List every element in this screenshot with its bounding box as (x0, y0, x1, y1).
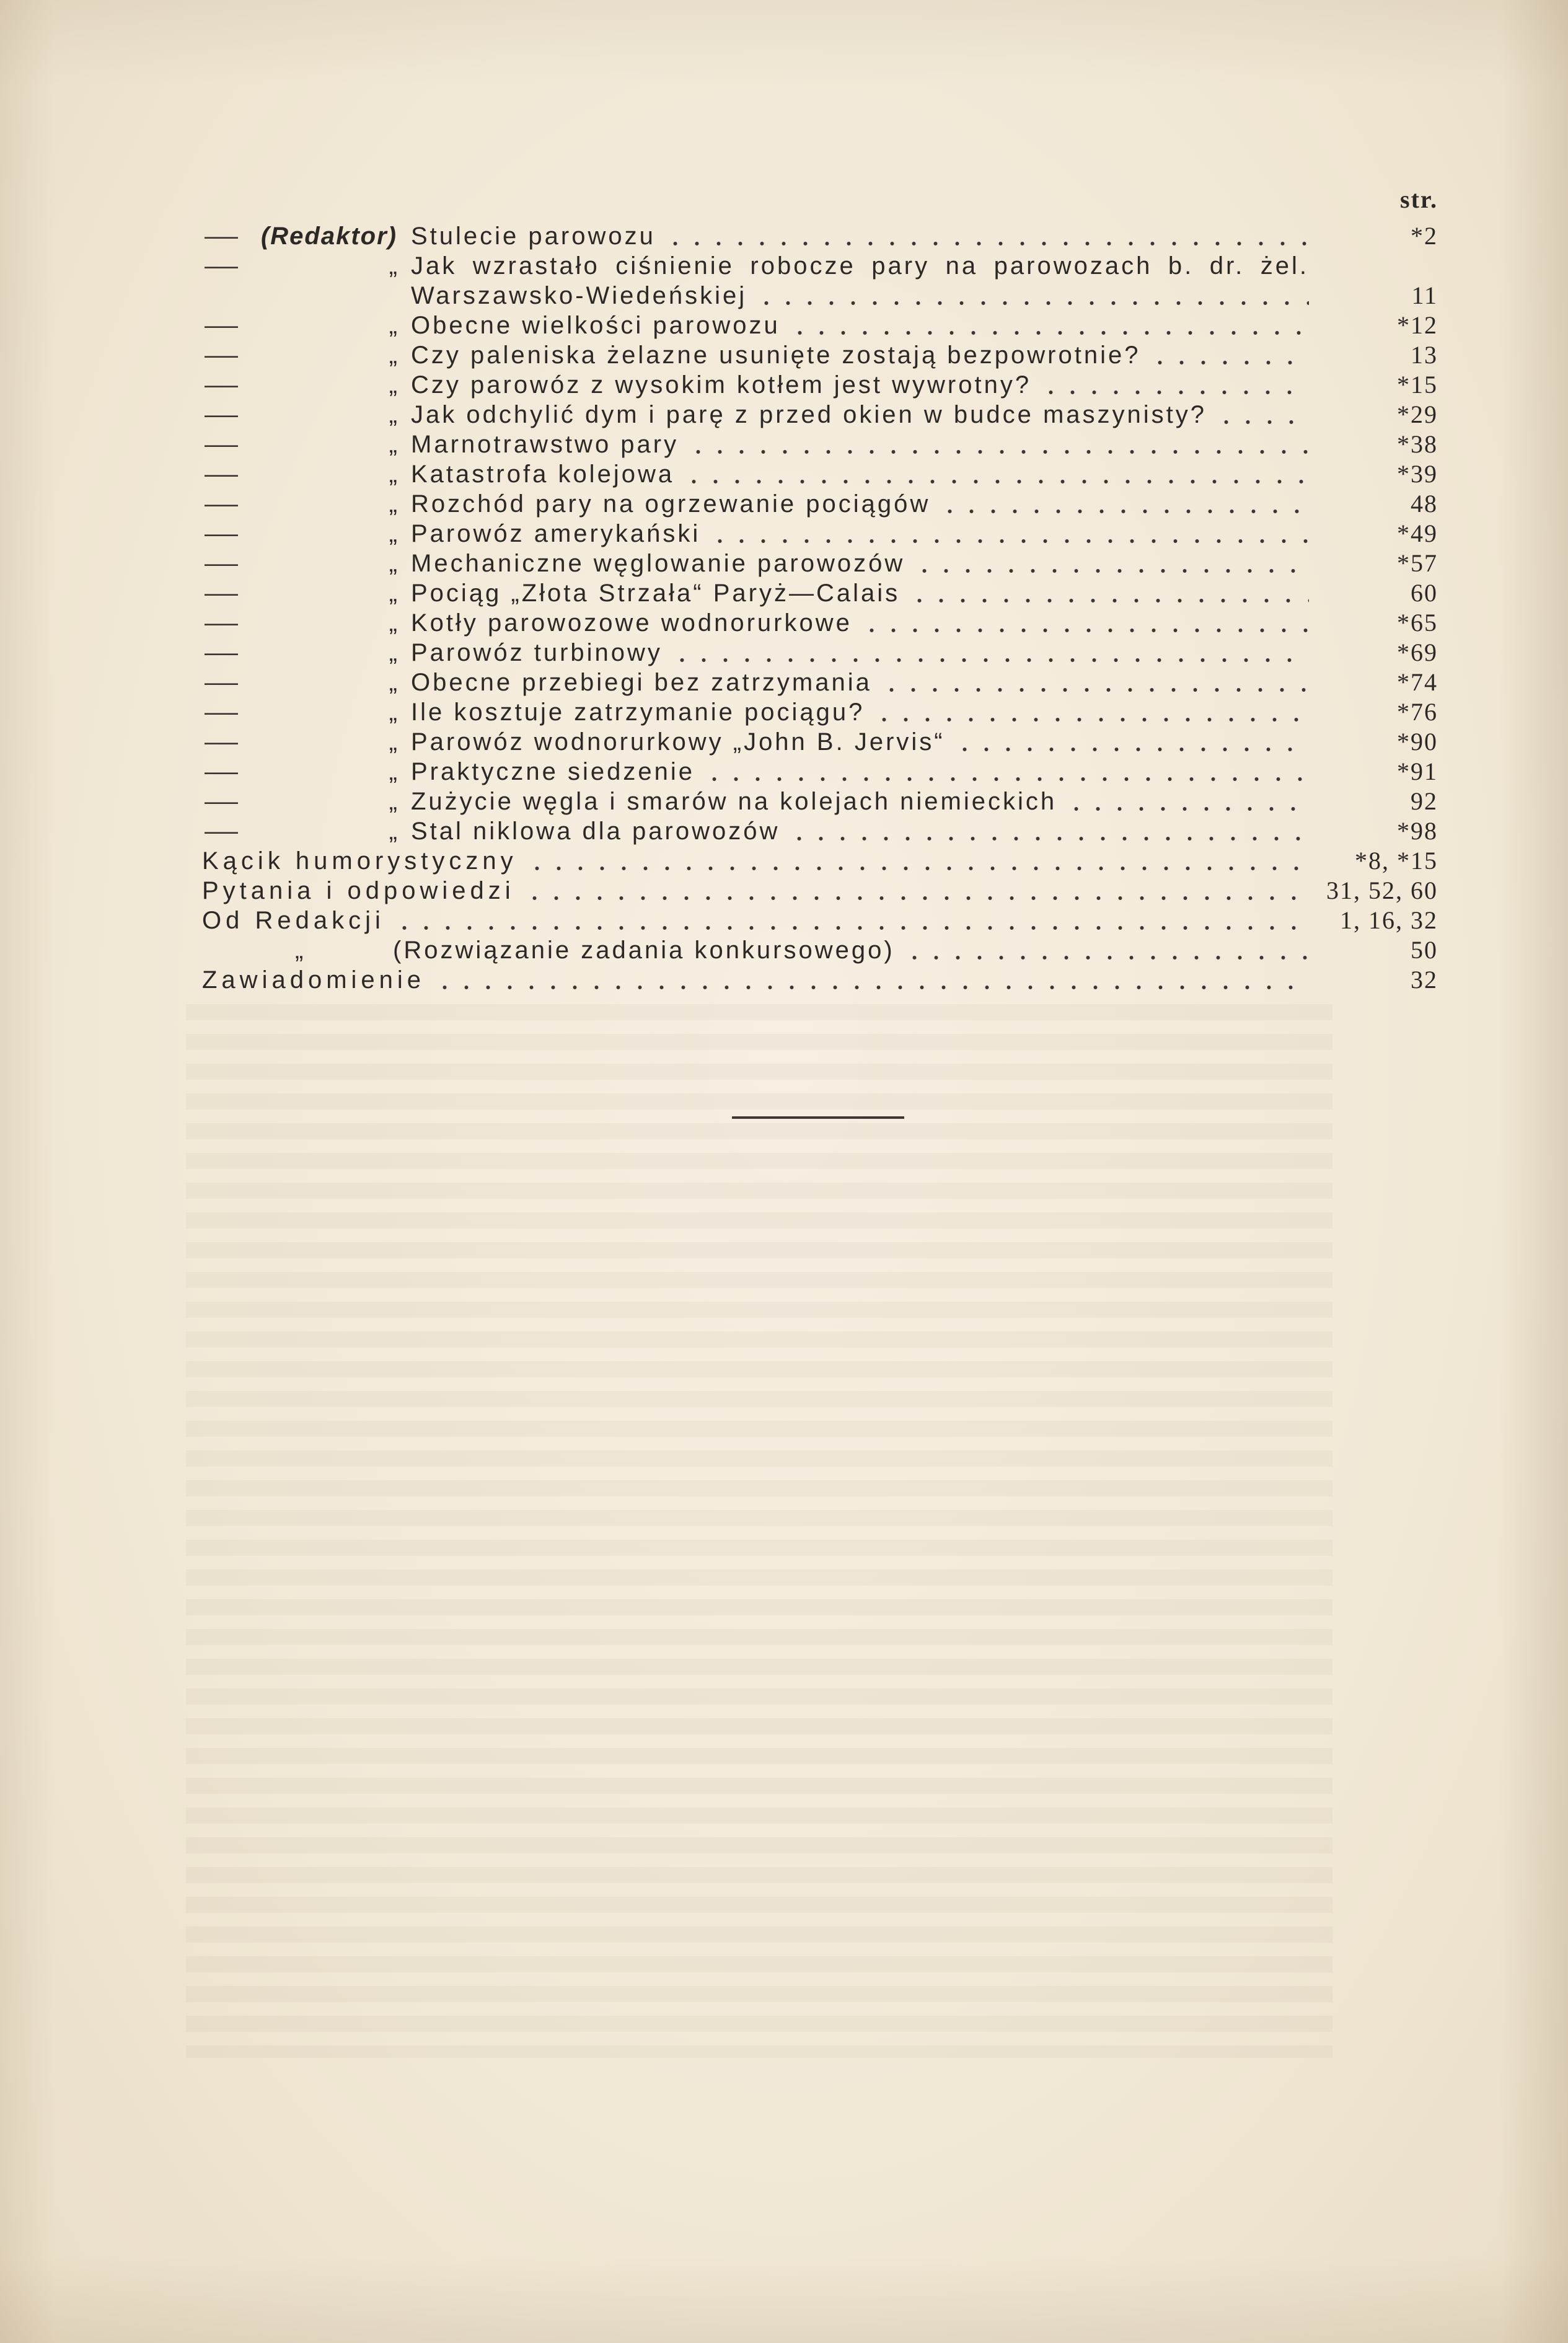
section-title: (Rozwiązanie zadania konkursowego) (393, 937, 895, 964)
table-of-contents (202, 221, 1438, 995)
dot-leader (939, 489, 1309, 519)
entry-title: Stulecie parowozu (411, 223, 656, 250)
entry-page-number: *39 (1397, 460, 1438, 488)
dot-leader (904, 935, 1309, 965)
entry-page-number: *65 (1397, 609, 1438, 637)
entry-author-ditto: „ (389, 699, 397, 726)
entry-page-number: 92 (1411, 787, 1438, 815)
entry-title: Mechaniczne węglowanie parowozów (411, 550, 905, 577)
closing-rule (732, 1116, 904, 1119)
entry-dash: — (205, 312, 238, 339)
entry-page-number: *12 (1397, 311, 1438, 339)
dot-leader (1040, 370, 1309, 400)
entry-page-number: *38 (1397, 430, 1438, 458)
entry-author-ditto: „ (389, 788, 397, 815)
entry-page-number: *29 (1397, 400, 1438, 428)
toc-entry (202, 400, 1438, 430)
toc-entry-continuation (202, 281, 1438, 311)
entry-author-ditto: „ (389, 252, 397, 280)
entry-dash: — (205, 550, 238, 577)
entry-author-ditto: „ (389, 639, 397, 666)
dot-leader (1065, 787, 1309, 816)
entry-dash: — (205, 223, 238, 250)
entry-title: Parowóz wodnorurkowy „John B. Jervis“ (411, 728, 945, 756)
toc-entry (202, 816, 1438, 846)
dot-leader (683, 459, 1309, 489)
entry-title: Katastrofa kolejowa (411, 461, 675, 488)
entry-dash: — (205, 788, 238, 815)
entry-title: Warszawsko-Wiedeńskiej (411, 282, 747, 309)
dot-leader (789, 311, 1309, 340)
entry-dash: — (205, 371, 238, 399)
toc-entry (202, 459, 1438, 489)
bleed-through-texture (186, 1004, 1332, 2058)
entry-page-number: 13 (1411, 341, 1438, 369)
section-page-numbers: 1, 16, 32 (1340, 906, 1438, 934)
entry-title: Praktyczne siedzenie (411, 758, 695, 785)
entry-title: Pociąg „Złota Strzała“ Paryż—Calais (411, 580, 901, 607)
entry-title: Obecne wielkości parowozu (411, 312, 780, 339)
toc-entry (202, 311, 1438, 340)
entry-title: Parowóz turbinowy (411, 639, 663, 666)
entry-title: Marnotrawstwo pary (411, 431, 679, 458)
entry-page-number: *98 (1397, 817, 1438, 845)
dot-leader (664, 221, 1309, 251)
dot-leader (1215, 400, 1309, 430)
toc-section (202, 846, 1438, 876)
entry-page-number: *49 (1397, 519, 1438, 547)
entry-title: Zużycie węgla i smarów na kolejach niemieckich (411, 788, 1057, 815)
entry-dash: — (205, 520, 238, 547)
dot-leader (671, 638, 1309, 668)
dot-leader (881, 668, 1309, 697)
toc-section (202, 935, 1438, 965)
entry-author-ditto: „ (389, 342, 397, 369)
section-title: Od Redakcji (202, 907, 385, 934)
entry-author-ditto: „ (389, 490, 397, 518)
entry-author-ditto: „ (389, 371, 397, 399)
indent-spacer (202, 281, 400, 311)
dot-leader (526, 846, 1309, 876)
toc-entry (202, 697, 1438, 727)
entry-dash: — (205, 431, 238, 458)
entry-title: Kotły parowozowe wodnorurkowe (411, 609, 852, 637)
entry-page-number: *74 (1397, 668, 1438, 696)
entry-title: Parowóz amerykański (411, 520, 701, 547)
entry-author-ditto: „ (389, 758, 397, 785)
toc-entry (202, 668, 1438, 697)
dot-leader (954, 727, 1309, 757)
entry-author-ditto: „ (389, 669, 397, 696)
entry-page-number: *57 (1397, 549, 1438, 577)
dot-leader (909, 578, 1309, 608)
entry-page-number: 48 (1411, 490, 1438, 518)
entry-dash: — (205, 818, 238, 845)
toc-entry (202, 519, 1438, 549)
entry-page-number: 60 (1411, 579, 1438, 607)
entry-author-ditto: „ (389, 818, 397, 845)
toc-entry (202, 370, 1438, 400)
dot-leader (861, 608, 1309, 638)
section-page-numbers: 31, 52, 60 (1326, 876, 1438, 904)
dot-leader (687, 430, 1309, 459)
toc-entry (202, 787, 1438, 816)
entry-dash: — (205, 699, 238, 726)
entry-dash: — (205, 342, 238, 369)
entry-dash: — (205, 490, 238, 518)
entry-dash: — (205, 461, 238, 488)
toc-entry (202, 340, 1438, 370)
entry-title: Jak odchylić dym i parę z przed okien w budce maszynisty? (411, 401, 1207, 428)
entry-page-number: *69 (1397, 638, 1438, 666)
dot-leader (394, 906, 1309, 935)
entry-author-ditto: „ (389, 520, 397, 547)
entry-author-ditto: „ (389, 580, 397, 607)
dot-leader (524, 876, 1309, 906)
dot-leader (873, 697, 1309, 727)
entry-author-ditto: „ (389, 401, 397, 428)
page-column-header: str. (1400, 185, 1438, 213)
toc-entry (202, 251, 1438, 281)
toc-entry (202, 430, 1438, 459)
entry-page-number: *91 (1397, 757, 1438, 785)
toc-entry (202, 578, 1438, 608)
section-page-numbers: 50 (1411, 936, 1438, 964)
entry-dash: — (205, 609, 238, 637)
dot-leader (703, 757, 1309, 787)
entry-title: Stal niklowa dla parowozów (411, 818, 780, 845)
entry-title: Ile kosztuje zatrzymanie pociągu? (411, 699, 865, 726)
dot-leader (434, 965, 1309, 995)
toc-entry (202, 757, 1438, 787)
dot-leader (709, 519, 1309, 549)
toc-entry (202, 549, 1438, 578)
entry-title: Rozchód pary na ogrzewanie pociągów (411, 490, 931, 518)
entry-author-ditto: „ (389, 431, 397, 458)
entry-page-number: *15 (1397, 371, 1438, 399)
entry-title: Jak wzrastało ciśnienie robocze pary na parowozach b. dr. żel. (411, 252, 1309, 280)
section-page-numbers: 32 (1411, 966, 1438, 994)
entry-dash: — (205, 401, 238, 428)
section-title: Zawiadomienie (202, 966, 426, 994)
dot-leader (788, 816, 1309, 846)
entry-dash: — (205, 728, 238, 756)
entry-author-ditto: „ (389, 461, 397, 488)
entry-author: (Redaktor) (260, 223, 397, 250)
entry-title: Czy paleniska żelazne usunięte zostają bezpowrotnie? (411, 342, 1141, 369)
toc-section (202, 876, 1438, 906)
entry-dash: — (205, 758, 238, 785)
entry-title: Czy parowóz z wysokim kotłem jest wywrotny? (411, 371, 1032, 399)
section-title: Kącik humorystyczny (202, 847, 518, 875)
entry-page-number: *90 (1397, 728, 1438, 756)
section-title: Pytania i odpowiedzi (202, 877, 515, 904)
dot-leader (1149, 340, 1309, 370)
toc-entry (202, 489, 1438, 519)
entry-title: Obecne przebiegi bez zatrzymania (411, 669, 872, 696)
dot-leader (914, 549, 1309, 578)
section-page-numbers: *8, *15 (1355, 847, 1438, 875)
entry-page-number: 11 (1411, 281, 1438, 309)
entry-page-number: *76 (1397, 698, 1438, 726)
toc-section (202, 965, 1438, 995)
toc-entry (202, 608, 1438, 638)
entry-dash: — (205, 252, 238, 280)
toc-entry (202, 221, 1438, 251)
entry-author-ditto: „ (389, 728, 397, 756)
entry-dash: — (205, 669, 238, 696)
entry-author-ditto: „ (389, 312, 397, 339)
entry-author-ditto: „ (389, 550, 397, 577)
dot-leader (755, 281, 1309, 311)
entry-page-number: *2 (1411, 222, 1438, 250)
section-ditto-mark: „ (295, 937, 304, 964)
entry-author-ditto: „ (389, 609, 397, 637)
toc-section (202, 906, 1438, 935)
toc-entry (202, 638, 1438, 668)
entry-dash: — (205, 580, 238, 607)
entry-dash: — (205, 639, 238, 666)
toc-entry (202, 727, 1438, 757)
